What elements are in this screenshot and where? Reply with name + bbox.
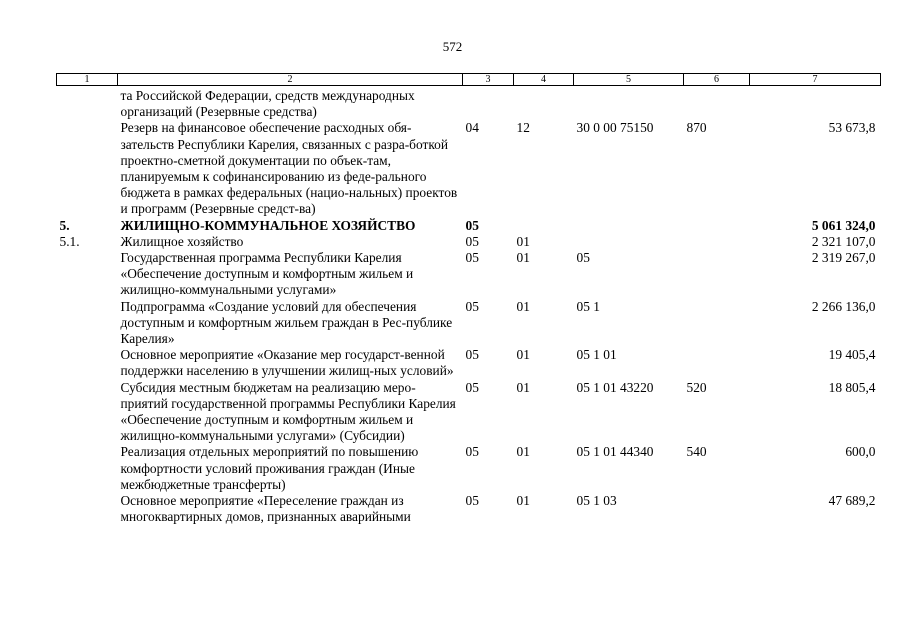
row-expense-type xyxy=(684,86,750,121)
row-name: Резерв на финансовое обеспечение расходных обя-зательств Республики Карелия, связанных с разра-боткой проектно-сметной документации по объек-там, планируемым к софинансированию из феде-рального бюджета в рамках федеральных (нацио-нальных) проектов и программ (Резервные средст-ва) xyxy=(120,120,458,217)
row-subsection-code: 01 xyxy=(516,444,530,460)
row-subsection-code: 01 xyxy=(516,233,530,249)
row-section-code: 05 xyxy=(465,379,479,395)
row-number xyxy=(57,86,118,121)
row-target-article: 05 1 01 xyxy=(576,347,617,363)
header-col-5: 5 xyxy=(574,74,684,86)
row-section-code: 05 xyxy=(465,493,479,509)
row-target-article: 05 1 xyxy=(576,298,600,314)
row-section-code xyxy=(463,86,514,121)
row-name: Основное мероприятие «Оказание мер государст-венной поддержки населению в улучшении жилищ-ных условий» xyxy=(120,347,454,379)
header-col-1: 1 xyxy=(57,74,118,86)
row-section-code: 05 xyxy=(465,444,479,460)
row-subsection-code: 01 xyxy=(516,250,530,266)
row-target-article: 05 1 01 43220 xyxy=(576,379,654,395)
table-row xyxy=(57,444,881,493)
row-expense-type xyxy=(684,234,750,250)
row-target-article xyxy=(574,86,684,121)
row-sum: 600,0 xyxy=(845,444,876,460)
table-row xyxy=(57,380,881,445)
row-section-code: 05 xyxy=(465,217,479,233)
table-row-section xyxy=(57,218,881,234)
header-col-3: 3 xyxy=(463,74,514,86)
row-sum: 5 061 324,0 xyxy=(811,217,876,233)
row-expense-type xyxy=(684,250,750,299)
row-sum: 2 266 136,0 xyxy=(811,298,876,314)
row-subsection-code: 01 xyxy=(516,347,530,363)
row-target-article: 30 0 00 75150 xyxy=(576,120,654,136)
row-sum: 47 689,2 xyxy=(828,493,876,509)
row-target-article xyxy=(574,234,684,250)
row-subsection-code: 01 xyxy=(516,379,530,395)
row-target-article: 05 xyxy=(576,250,590,266)
row-name: Субсидия местным бюджетам на реализацию меро-приятий государственной программы Республики Карелия «Обеспечение доступным и комфортным жильем и жилищно-коммунальными услугами» (Субсидии) xyxy=(120,379,456,444)
table-row xyxy=(57,86,881,121)
header-col-7: 7 xyxy=(750,74,881,86)
row-section-code: 04 xyxy=(465,120,479,136)
row-sum: 19 405,4 xyxy=(828,347,876,363)
header-col-6: 6 xyxy=(684,74,750,86)
table-body xyxy=(57,86,881,526)
row-number xyxy=(57,444,118,493)
table-row xyxy=(57,120,881,217)
row-expense-type: 540 xyxy=(686,444,707,460)
row-name: та Российской Федерации, средств международных организаций (Резервные средства) xyxy=(120,88,415,120)
table-row xyxy=(57,347,881,379)
row-number xyxy=(57,299,118,348)
row-name: Подпрограмма «Создание условий для обеспечения доступным и комфортным жильем граждан в Рес-публике Карелия» xyxy=(120,298,453,347)
header-col-4: 4 xyxy=(514,74,574,86)
row-sum: 18 805,4 xyxy=(828,379,876,395)
row-number xyxy=(57,493,118,525)
table-row xyxy=(57,234,881,250)
row-number xyxy=(57,347,118,379)
row-subsection-code xyxy=(514,86,574,121)
row-subsection-code: 01 xyxy=(516,493,530,509)
row-name: Основное мероприятие «Переселение граждан из многоквартирных домов, признанных аварийными xyxy=(120,493,411,525)
row-name: Государственная программа Республики Карелия «Обеспечение доступным и комфортным жильем и жилищно-коммунальными услугами» xyxy=(120,250,414,298)
table-header xyxy=(57,74,881,86)
row-name: Жилищное хозяйство xyxy=(120,233,244,249)
row-expense-type: 520 xyxy=(686,379,707,395)
row-subsection-code: 01 xyxy=(516,298,530,314)
table-row xyxy=(57,493,881,525)
row-expense-type xyxy=(684,218,750,234)
row-target-article: 05 1 03 xyxy=(576,493,617,509)
budget-table xyxy=(56,73,881,525)
row-subsection-code: 12 xyxy=(516,120,530,136)
row-expense-type xyxy=(684,493,750,525)
header-col-2: 2 xyxy=(118,74,463,86)
row-expense-type xyxy=(684,299,750,348)
row-number xyxy=(57,250,118,299)
row-section-code: 05 xyxy=(465,298,479,314)
row-number: 5. xyxy=(59,217,70,233)
row-name: Реализация отдельных мероприятий по повышению комфортности условий проживания граждан (Иные межбюджетные трансферты) xyxy=(120,444,419,492)
row-sum xyxy=(750,86,881,121)
row-expense-type: 870 xyxy=(686,120,707,136)
row-section-code: 05 xyxy=(465,250,479,266)
row-number xyxy=(57,120,118,217)
table-row xyxy=(57,250,881,299)
row-sum: 53 673,8 xyxy=(828,120,876,136)
row-sum: 2 321 107,0 xyxy=(811,233,876,249)
row-section-code: 05 xyxy=(465,347,479,363)
row-target-article: 05 1 01 44340 xyxy=(576,444,654,460)
row-expense-type xyxy=(684,347,750,379)
row-name: ЖИЛИЩНО-КОММУНАЛЬНОЕ ХОЗЯЙСТВО xyxy=(120,217,416,233)
table-row xyxy=(57,299,881,348)
row-subsection-code xyxy=(514,218,574,234)
page-number: 572 xyxy=(442,39,463,54)
row-section-code: 05 xyxy=(465,233,479,249)
row-number xyxy=(57,380,118,445)
row-target-article xyxy=(574,218,684,234)
row-sum: 2 319 267,0 xyxy=(811,250,876,266)
row-number: 5.1. xyxy=(59,233,80,249)
header-row xyxy=(57,74,881,86)
